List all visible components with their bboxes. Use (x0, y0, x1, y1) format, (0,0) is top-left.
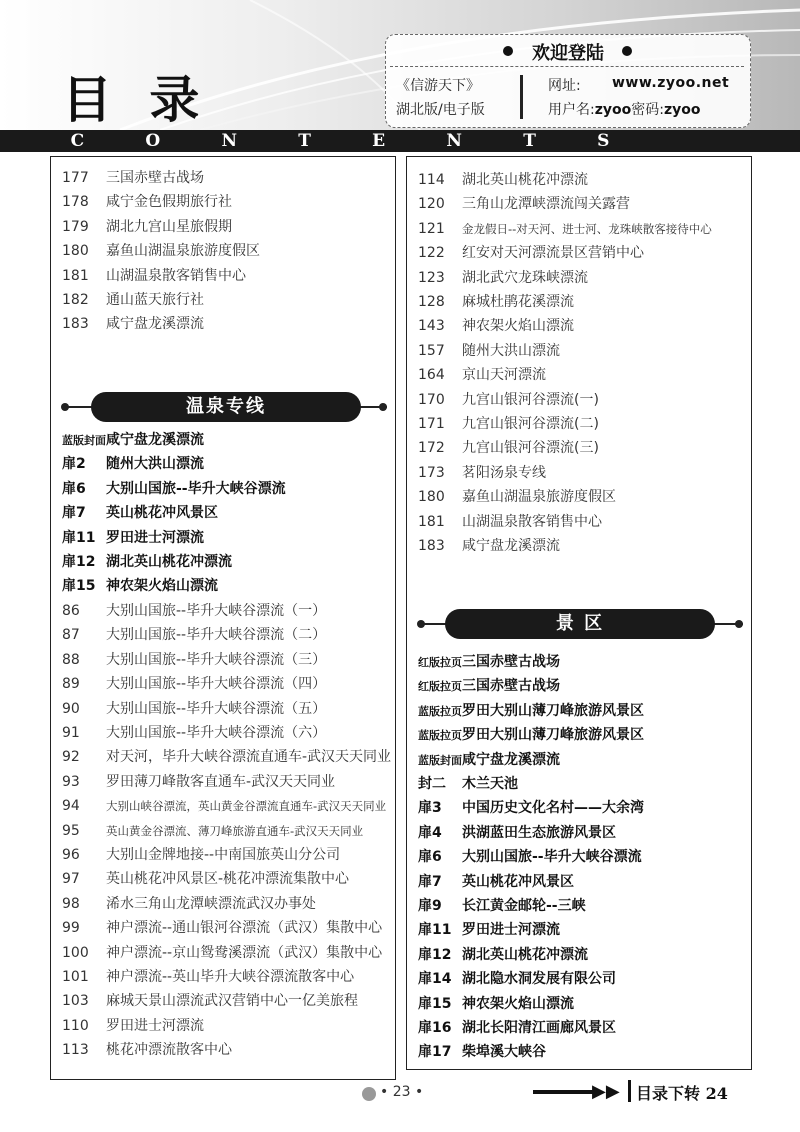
entry-title: 中国历史文化名村——大余湾 (462, 800, 644, 817)
login-title[interactable]: 欢迎登陆 (532, 43, 604, 64)
toc-entry[interactable] (62, 748, 391, 766)
entry-title: 湖北长阳清江画廊风景区 (462, 1020, 616, 1036)
page-ref: 180 (62, 243, 89, 260)
entry-title: 咸宁盘龙溪漂流 (106, 432, 204, 448)
entry-title: 嘉鱼山湖温泉旅游度假区 (106, 243, 260, 260)
entry-title: 英山黄金谷漂流、薄刀峰旅游直通车-武汉天天同业 (106, 823, 364, 838)
page-ref: 95 (62, 822, 80, 839)
entry-title: 神户漂流--京山鸳鸯溪漂流（武汉）集散中心 (106, 944, 383, 961)
page-ref: 扉12 (418, 946, 452, 963)
page-ref: 90 (62, 700, 80, 717)
toc-entry[interactable] (62, 267, 246, 285)
entry-title: 神户漂流--英山毕升大峡谷漂流散客中心 (106, 969, 355, 985)
site-url-link[interactable]: www.zyoo.net (612, 75, 730, 91)
page-ref: 扉2 (62, 456, 86, 473)
featured-entry[interactable] (418, 848, 642, 866)
toc-entry[interactable] (62, 895, 316, 913)
featured-entry[interactable] (62, 455, 204, 473)
arrow-icon: ▶▶ (592, 1081, 620, 1102)
toc-entry[interactable] (418, 391, 599, 409)
toc-entry[interactable] (62, 602, 326, 620)
featured-entry[interactable] (418, 799, 644, 817)
page-ref: 170 (418, 391, 445, 408)
entry-title: 湖北英山桃花冲漂流 (106, 554, 232, 570)
page-ref: 157 (418, 342, 445, 359)
toc-entry[interactable] (62, 218, 232, 236)
entry-title: 山湖温泉散客销售中心 (106, 267, 246, 284)
toc-entry[interactable] (62, 700, 326, 718)
pass-value: zyoo (663, 102, 701, 118)
entry-title: 湖北武穴龙珠峡漂流 (462, 269, 588, 286)
contents-letter: T (298, 131, 311, 151)
entry-title: 桃花冲漂流散客中心 (106, 1042, 232, 1059)
contents-word (0, 130, 640, 152)
contents-letter: O (145, 131, 161, 151)
entry-title: 麻城杜鹃花溪漂流 (462, 294, 574, 310)
entry-title: 三国赤壁古战场 (462, 654, 560, 670)
toc-entry[interactable] (418, 244, 644, 262)
entry-title: 嘉鱼山湖温泉旅游度假区 (462, 489, 616, 506)
featured-entry[interactable] (418, 751, 560, 770)
toc-entry[interactable] (418, 317, 574, 335)
toc-entry[interactable] (62, 651, 326, 669)
entry-title: 英山桃花冲风景区 (106, 505, 218, 522)
toc-entry[interactable] (418, 415, 599, 433)
page-ref: 86 (62, 603, 80, 619)
page-ref: 123 (418, 269, 445, 286)
entry-title: 大别山国旅--毕升大峡谷漂流 (106, 480, 286, 497)
entry-title: 神农架火焰山漂流 (462, 318, 574, 335)
divider (628, 1080, 631, 1102)
arrow-icon (533, 1090, 593, 1094)
toc-entry[interactable] (418, 293, 574, 311)
page-ref: 177 (62, 170, 89, 186)
toc-entry[interactable] (62, 846, 340, 864)
page-ref: 99 (62, 920, 80, 937)
entry-title: 大别山国旅--毕升大峡谷漂流（五） (106, 700, 327, 717)
toc-entry[interactable] (62, 870, 349, 888)
entry-title: 罗田进士河漂流 (106, 529, 204, 546)
toc-entry[interactable] (62, 797, 386, 815)
page-ref: 红版拉页 (418, 680, 462, 694)
toc-entry[interactable] (418, 269, 588, 287)
toc-entry[interactable] (62, 1017, 204, 1035)
page-ref: 89 (62, 676, 80, 693)
entry-title: 九宫山银河谷漂流(二) (462, 416, 599, 432)
toc-entry[interactable] (62, 675, 326, 693)
page-ref: 扉11 (62, 529, 96, 546)
toc-entry[interactable] (418, 537, 560, 555)
page-ref: 蓝版拉页 (418, 729, 462, 743)
entry-title: 罗田进士河漂流 (106, 1017, 204, 1034)
page-ref: 扉16 (418, 1020, 452, 1036)
page-ref: 143 (418, 318, 445, 335)
toc-entry[interactable] (62, 944, 382, 962)
entry-title: 罗田薄刀峰散客直通车-武汉天天同业 (106, 773, 336, 790)
page-ref: 183 (418, 538, 445, 554)
toc-entry[interactable] (62, 169, 204, 187)
toc-entry[interactable] (62, 193, 232, 211)
page-ref: 120 (418, 196, 445, 213)
page-ref: 91 (62, 725, 80, 741)
login-panel (385, 34, 751, 128)
toc-entry[interactable] (62, 1041, 232, 1059)
featured-entry[interactable] (418, 726, 644, 745)
featured-entry[interactable] (418, 1043, 546, 1061)
featured-entry[interactable] (418, 995, 574, 1013)
page-ref: 封二 (418, 776, 446, 792)
entry-title: 大别山国旅--毕升大峡谷漂流（一） (106, 603, 327, 619)
entry-title: 罗田进士河漂流 (462, 922, 560, 939)
entry-title: 随州大洪山漂流 (106, 456, 204, 473)
page-number: • 23 • (380, 1084, 424, 1100)
divider (520, 75, 523, 119)
toc-entry[interactable] (418, 439, 599, 457)
page-ref: 101 (62, 969, 89, 985)
page-ref: 87 (62, 627, 80, 644)
page-ref: 180 (418, 489, 445, 506)
toc-entry[interactable] (418, 195, 630, 213)
page-ref: 171 (418, 416, 445, 432)
section-title: 温泉专线 (91, 392, 361, 422)
entry-title: 湖北英山桃花冲漂流 (462, 946, 588, 963)
contents-letter: N (446, 131, 462, 151)
page-ref: 扉14 (418, 971, 452, 988)
page-ref: 蓝版拉页 (418, 704, 462, 718)
toc-entry[interactable] (62, 724, 326, 742)
entry-title: 三国赤壁古战场 (462, 678, 560, 695)
user-label: 用户名: (548, 102, 595, 118)
page-ref: 93 (62, 773, 80, 790)
toc-entry[interactable] (418, 171, 588, 189)
entry-title: 柴埠溪大峡谷 (462, 1044, 546, 1061)
entry-title: 罗田大别山薄刀峰旅游风景区 (462, 727, 644, 744)
featured-entry[interactable] (418, 970, 616, 988)
featured-entry[interactable] (418, 677, 560, 696)
entry-title: 湖北英山桃花冲漂流 (462, 172, 588, 188)
entry-title: 对天河，毕升大峡谷漂流直通车-武汉天天同业 (106, 749, 392, 766)
page-ref: 扉15 (418, 995, 452, 1012)
page-ref: 92 (62, 749, 80, 766)
page-ref: 扉3 (418, 800, 442, 817)
featured-entry[interactable] (418, 897, 586, 915)
entry-title: 大别山峡谷漂流，英山黄金谷漂流直通车-武汉天天同业 (106, 799, 387, 814)
toc-entry[interactable] (418, 366, 546, 384)
entry-title: 咸宁盘龙溪漂流 (462, 538, 560, 554)
page-ref: 122 (418, 245, 445, 262)
entry-title: 大别山国旅--毕升大峡谷漂流（二） (106, 627, 327, 644)
featured-entry[interactable] (418, 946, 588, 964)
entry-title: 京山天河漂流 (462, 367, 546, 384)
user-value: zyoo (594, 102, 632, 118)
toc-entry[interactable] (62, 919, 382, 937)
page-ref: 扉15 (62, 578, 96, 595)
entry-title: 山湖温泉散客销售中心 (462, 513, 602, 530)
section-title: 景 区 (445, 609, 715, 639)
next-page-link[interactable]: 目录下转 24 (636, 1084, 728, 1103)
site-label: 网址: (548, 78, 581, 94)
featured-entry[interactable] (62, 480, 286, 498)
entry-title: 浠水三角山龙潭峡漂流武汉办事处 (106, 895, 316, 912)
entry-title: 大别山金牌地接--中南国旅英山分公司 (106, 847, 341, 863)
featured-entry[interactable] (418, 775, 518, 793)
entry-title: 茗阳汤泉专线 (462, 464, 546, 481)
left-column (50, 156, 396, 1080)
contents-letter: S (597, 131, 610, 151)
bullet-icon (622, 46, 632, 56)
magazine-edition: 湖北版/电子版 (396, 102, 485, 118)
featured-entry[interactable] (418, 824, 616, 842)
entry-title: 洪湖蓝田生态旅游风景区 (462, 824, 616, 841)
page-ref: 110 (62, 1017, 89, 1034)
page-ref: 扉17 (418, 1044, 452, 1061)
entry-title: 大别山国旅--毕升大峡谷漂流 (462, 849, 642, 866)
toc-entry[interactable] (62, 291, 204, 309)
toc-entry[interactable] (62, 822, 363, 840)
entry-title: 咸宁盘龙溪漂流 (462, 751, 560, 768)
featured-entry[interactable] (62, 504, 218, 522)
page-ref: 蓝版封面 (418, 753, 462, 767)
page-ref: 181 (418, 513, 445, 530)
page-ref: 扉7 (418, 873, 442, 890)
contents-letter: N (221, 131, 238, 151)
page-ref: 96 (62, 847, 80, 863)
featured-entry[interactable] (62, 529, 204, 547)
entry-title: 长江黄金邮轮--三峡 (462, 898, 586, 914)
section-header-hot-spring (61, 392, 391, 422)
page-ref: 扉7 (62, 505, 86, 522)
credentials (548, 99, 700, 119)
entry-title: 湖北隐水洞发展有限公司 (462, 971, 616, 988)
page-ref: 183 (62, 316, 89, 333)
page-ref: 扉6 (62, 480, 86, 497)
page-ref: 178 (62, 194, 89, 211)
page-ref: 114 (418, 172, 445, 188)
bullet-icon (735, 620, 743, 628)
page-ref: 扉9 (418, 898, 442, 914)
page-ref: 181 (62, 267, 89, 284)
entry-title: 英山桃花冲风景区-桃花冲漂流集散中心 (106, 871, 350, 888)
toc-entry[interactable] (62, 773, 335, 791)
page-ref: 121 (418, 220, 445, 237)
page-ref: 128 (418, 294, 445, 310)
entry-title: 九宫山银河谷漂流(三) (462, 440, 599, 457)
entry-title: 麻城天景山漂流武汉营销中心一亿美旅程 (106, 993, 358, 1010)
magazine-name: 《信游天下》 (396, 78, 480, 94)
page-ref: 164 (418, 367, 445, 384)
page-ref: 172 (418, 440, 445, 457)
page-ref: 113 (62, 1042, 89, 1059)
page-title: 目 录 (62, 70, 210, 129)
page-ref: 182 (62, 292, 89, 308)
page-ref: 蓝版封面 (62, 434, 106, 447)
entry-title: 大别山国旅--毕升大峡谷漂流（六） (106, 725, 327, 741)
page-ref: 94 (62, 798, 80, 815)
featured-entry[interactable] (418, 921, 560, 939)
divider (390, 66, 744, 67)
entry-title: 三角山龙潭峡漂流闯关露营 (462, 196, 630, 213)
entry-title: 大别山国旅--毕升大峡谷漂流（三） (106, 651, 327, 668)
page-ref: 扉12 (62, 554, 96, 570)
toc-entry[interactable] (62, 626, 326, 644)
entry-title: 三国赤壁古战场 (106, 170, 204, 186)
page-ref: 103 (62, 993, 89, 1010)
contents-letter: T (523, 131, 536, 151)
page-ref: 红版拉页 (418, 656, 462, 669)
page-ref: 扉4 (418, 824, 442, 841)
entry-title: 神农架火焰山漂流 (462, 995, 574, 1012)
contents-letter: E (372, 131, 386, 151)
right-column (406, 156, 752, 1070)
featured-entry[interactable] (62, 553, 232, 571)
entry-title: 通山蓝天旅行社 (106, 292, 204, 308)
entry-title: 英山桃花冲风景区 (462, 873, 574, 890)
toc-entry[interactable] (418, 220, 712, 238)
section-header-scenic (417, 609, 747, 639)
toc-entry[interactable] (62, 992, 358, 1010)
entry-title: 大别山国旅--毕升大峡谷漂流（四） (106, 676, 327, 693)
toc-entry[interactable] (418, 513, 602, 531)
page-ref: 179 (62, 218, 89, 235)
page-ref: 88 (62, 651, 80, 668)
page-ref: 扉6 (418, 849, 442, 866)
featured-entry[interactable] (418, 873, 574, 891)
contents-letter: C (70, 131, 85, 151)
toc-entry[interactable] (418, 342, 560, 360)
page-ref: 扉11 (418, 922, 452, 939)
entry-title: 神农架火焰山漂流 (106, 578, 218, 595)
entry-title: 随州大洪山漂流 (462, 342, 560, 359)
entry-title: 咸宁金色假期旅行社 (106, 194, 232, 211)
page-ref: 98 (62, 895, 80, 912)
entry-title: 神户漂流--通山银河谷漂流（武汉）集散中心 (106, 920, 383, 937)
entry-title: 九宫山银河谷漂流(一) (462, 391, 599, 408)
featured-entry[interactable] (418, 1019, 616, 1037)
pass-label: 密码: (631, 102, 664, 118)
entry-title: 湖北九宫山星旅假期 (106, 218, 232, 235)
entry-title: 金龙假日--对天河、进士河、龙珠峡散客接待中心 (462, 221, 712, 236)
toc-entry[interactable] (62, 242, 260, 260)
page-ref: 100 (62, 944, 89, 961)
toc-entry[interactable] (418, 488, 616, 506)
featured-entry[interactable] (62, 431, 204, 450)
entry-title: 咸宁盘龙溪漂流 (106, 316, 204, 333)
featured-entry[interactable] (418, 653, 560, 672)
bullet-icon (379, 403, 387, 411)
logo-icon (362, 1087, 376, 1101)
toc-entry[interactable] (62, 968, 354, 986)
featured-entry[interactable] (62, 577, 218, 595)
featured-entry[interactable] (418, 702, 644, 721)
page-ref: 97 (62, 871, 80, 888)
entry-title: 红安对天河漂流景区营销中心 (462, 245, 644, 262)
entry-title: 木兰天池 (462, 776, 518, 792)
toc-entry[interactable] (418, 464, 546, 482)
entry-title: 罗田大别山薄刀峰旅游风景区 (462, 702, 644, 719)
page-ref: 173 (418, 464, 445, 481)
toc-entry[interactable] (62, 315, 204, 333)
